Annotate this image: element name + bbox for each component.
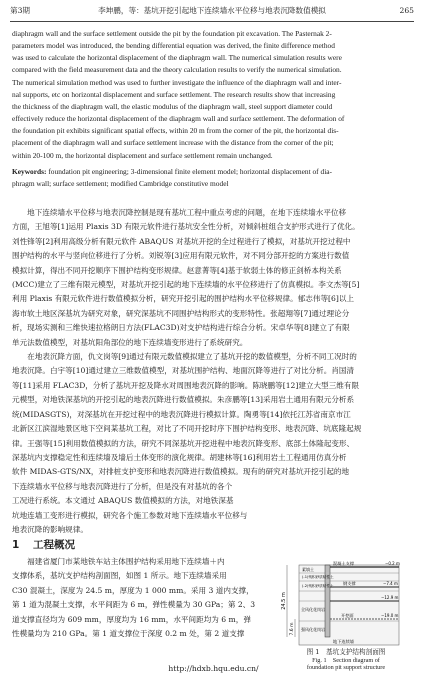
body-line: C30 混凝土，深度为 24.5 m，厚度为 1 000 mm。采用 3 道内支撑， bbox=[12, 585, 254, 595]
body-line: 模拟计算，得出不同开挖顺序下围护结构变形规律。赵意菁等[4]基于软弱土体的修正剑桥本构关系 bbox=[12, 265, 342, 275]
body-line: 地下连续墙水平位移与地表沉降控制是现有基坑工程中重点考虑的问题，在地下连续墙水平位移 bbox=[12, 208, 347, 217]
body-line: 刘性锋等[2]利用高级分析有限元软件 ABAQUS 对基坑开挖的全过程进行了模拟，对基坑开挖过程中 bbox=[12, 236, 351, 246]
figure-section-diagram bbox=[277, 561, 417, 647]
soil-label: 素填土 bbox=[302, 567, 314, 572]
abstract-line: the thickness of the diaphragm wall, the elastic modulus of the diaphragm wall, steel support diameter could bbox=[12, 101, 333, 111]
abstract-line: parameters model was introduced, the bending differential equation was derived, the finite difference method bbox=[12, 41, 335, 51]
body-line: 坑地连墙工变形进行模拟，研究各个施工参数对地下连续墙水平位移与 bbox=[12, 510, 248, 520]
page-number: 265 bbox=[399, 6, 414, 15]
body-line: 在地表沉降方面，仇文岗等[9]通过有限元数值模拟建立了基坑开挖的数值模型，分析不同工况时的 bbox=[12, 352, 357, 362]
wall-label: 地下连续墙 bbox=[333, 639, 354, 644]
body-line: 支撑体系，基坑支护结构剖面图，如图 1 所示。地下连续墙采用 bbox=[12, 571, 227, 581]
abstract-line: placement of the diaphragm wall and surface settlement increase with the distance from the corner of the pit; bbox=[12, 138, 334, 148]
soil-label: 全风化花岗岩 bbox=[301, 607, 325, 612]
running-header bbox=[10, 0, 414, 22]
body-line: 围护结构的水平与竖向位移进行了分析。刘锐等[3]应用有限元软件，对不同分部开挖的方案进行数值 bbox=[12, 251, 350, 261]
abstract-line: was used to calculate the horizontal displacement of the diaphragm wall. The numerical simulation results were bbox=[12, 53, 342, 63]
body-line: 地表沉降的影响规律。 bbox=[12, 524, 88, 534]
body-line: 方面，王旭等[1]运用 Plaxis 3D 有限元软件进行基坑安全性分析，对倾斜桩组合支护形式进行了优化。 bbox=[12, 222, 360, 232]
body-line: 单元法数值模型，对基坑阳角部位的地下连续墙变形进行了系统研究。 bbox=[12, 337, 248, 347]
body-line: 北新区江滨湿地景区地下空间某基坑工程，对比了不同开挖时序下围护结构变形、地表沉降、坑底隆起规 bbox=[12, 424, 362, 434]
body-line: 第 1 道为混凝土支撑，水平间距为 6 m，弹性模量为 30 GPa；第 2、3 bbox=[12, 600, 256, 610]
body-line: 下连续墙水平位移与地表沉降进行了分析，但是没有对基坑的各个 bbox=[12, 481, 233, 491]
abstract-line: within 20-100 m, the horizontal displacement and surface settlement remain unchanged. bbox=[12, 150, 273, 160]
body-line: 律。王强等[15]利用数值模拟的方法，研究不同深基坑开挖进程中地表沉降变形、底部土体隆起变形、 bbox=[12, 438, 355, 448]
keywords-text: foundation pit engineering; 3-dimensional finite element model; horizontal displacement of dia- bbox=[46, 167, 332, 176]
depth-below-label: 7.6 m bbox=[290, 622, 295, 636]
body-line: 利用 Plaxis 有限元软件进行数值模拟分析，研究开挖引起的围护结构水平位移规律。郁志伟等[6]以上 bbox=[12, 294, 355, 304]
depth-label: −19.0 m bbox=[381, 613, 399, 618]
section-diagram-svg bbox=[277, 561, 417, 647]
body-line: 深基坑内支撑稳定性和连续墙及墙后土体变形的演化规律。胡建林等[16]利用岩土工程通用仿真分析 bbox=[12, 452, 347, 462]
depth-label: −7.4 m bbox=[383, 581, 398, 586]
body-line: 海市软土地区深基坑为研究对象，研究深基坑不同围护结构形式的变形特性。张超翔等[7]通过理论分 bbox=[12, 308, 350, 318]
abstract-line: diaphragm wall and the surface settlement outside the pit by the foundation pit excavation. The Pasternak 2- bbox=[12, 29, 332, 38]
body-line: 福建省厦门市某地铁车站主体围护结构采用地下连续墙＋内 bbox=[12, 557, 225, 566]
excavation-label: 开挖面 bbox=[341, 613, 354, 618]
body-line: 工况进行系统。本文通过 ABAQUS 数值模拟的方法，对地铁深基 bbox=[12, 496, 234, 506]
abstract-line: nal supports, etc on horizontal displacement and surface settlement. The research results show that increasing bbox=[12, 89, 336, 99]
soil-label: (-1)残积砂质粘性土 bbox=[302, 575, 334, 579]
section-number: 1 bbox=[12, 539, 20, 551]
body-line: 元模型，对地铁深基坑的开挖引起的地表沉降进行数值模拟。朱彦鹏等[13]采用岩土通用有限元分析系 bbox=[12, 395, 355, 405]
section-body bbox=[12, 555, 274, 641]
body-line: 统(MIDASGTS)，对深基坑在开挖过程中的地表沉降进行模拟计算。陶勇等[14]依托江苏省南京市江 bbox=[12, 409, 351, 419]
running-title: 李坤鹏，等：基坑开挖引起地下连续墙水平位移与地表沉降数值模拟 bbox=[98, 6, 326, 15]
body-line: (MCC)建立了三维有限元模型，对基坑开挖引起的地下连续墙的水平位移进行了仿真模拟。李文杰等[5] bbox=[12, 280, 360, 290]
depth-total-label: 24.5 m bbox=[281, 592, 287, 610]
keywords-label: Keywords: bbox=[12, 167, 47, 176]
support-label: 钢支撑 bbox=[343, 581, 356, 586]
abstract-line: the foundation pit exhibits significant spatial effects, within 20 m from the corner of the pit, the horizontal dis- bbox=[12, 126, 339, 136]
abstract-line: compared with the field measurement data and the theory calculation results to verify the numerical simulation. bbox=[12, 65, 342, 75]
body-line: 性模量均为 210 GPa。第 1 道支撑位于深度 0.2 m 处，第 2 道支撑 bbox=[12, 629, 245, 639]
caption-cn: 图 1 基坑支护结构剖面图 bbox=[306, 648, 386, 656]
soil-label: (-2)残积砂质粘性土 bbox=[302, 584, 334, 588]
soil-label: 强风化花岗岩 bbox=[301, 627, 325, 632]
abstract-line: The numerical simulation method was used to further investigate the influence of the diaphragm wall and inter- bbox=[12, 77, 342, 87]
section-heading bbox=[12, 537, 75, 552]
issue-number: 第3期 bbox=[10, 6, 31, 15]
keywords bbox=[12, 166, 416, 190]
body-line: 析，现场实测和三维快速拉格朗日方法(FLAC3D)对支护结构进行综合分析。宋卓华等[8]建立了有限 bbox=[12, 323, 350, 333]
body-text bbox=[12, 206, 416, 537]
support-label: 混凝土支撑 bbox=[333, 561, 354, 566]
abstract-line: effectively reduce the horizontal displacement of the diaphragm wall and surface settlement. The deformation of bbox=[12, 114, 345, 124]
english-abstract bbox=[12, 28, 416, 162]
body-line: 道支撑直径均为 609 mm，厚度均为 16 mm，水平间距均为 6 m，弹 bbox=[12, 614, 251, 624]
caption-en-line: foundation pit support structure bbox=[306, 664, 386, 671]
depth-label: −12.9 m bbox=[381, 595, 399, 600]
section-title: 工程概况 bbox=[32, 539, 75, 551]
footer-url: http://hdxb.hqu.edu.cn/ bbox=[168, 664, 259, 673]
depth-label: −0.2 m bbox=[385, 561, 400, 566]
figure-caption bbox=[271, 647, 421, 657]
body-line: 软件 MIDAS-GTS/NX，对排桩支护变形和地表沉降进行数值模拟。现有的研究对基坑开挖引起的地 bbox=[12, 467, 350, 477]
body-line: 地表沉降。白宇等[10]通过建立三维数值模型，对基坑围护结构、地面沉降等进行了对比分析。肖国清 bbox=[12, 366, 355, 376]
keywords-text: phragm wall; surface settlement; modified Cambridge constitutive model bbox=[12, 179, 229, 189]
caption-en-line: Fig. 1 Section diagram of bbox=[312, 657, 380, 664]
body-line: 等[11]采用 FLAC3D，分析了基坑开挖及降水对周围地表沉降的影响。陈晓鹏等[12]建立大型三维有限 bbox=[12, 380, 360, 390]
